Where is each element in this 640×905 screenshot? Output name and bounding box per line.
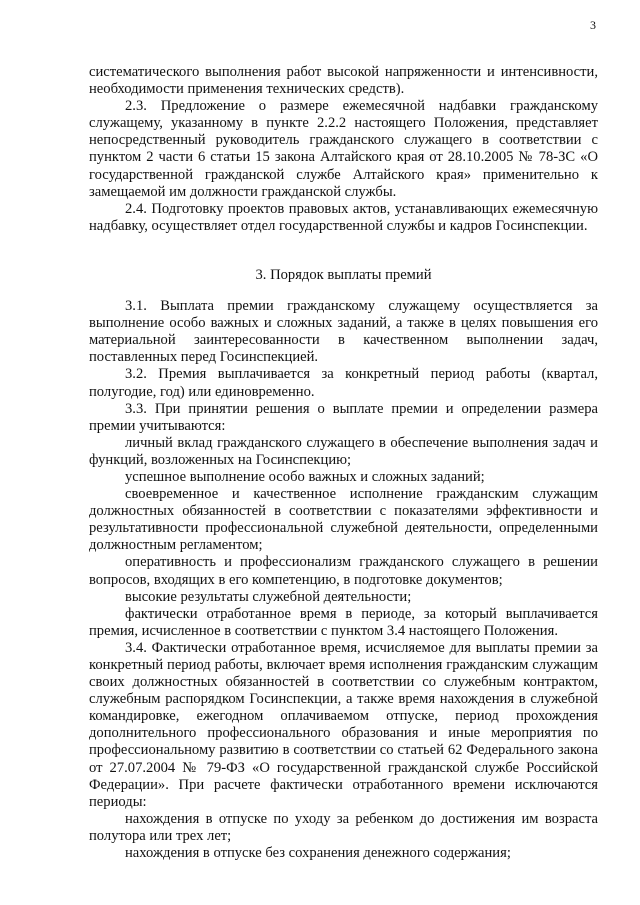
list-item: оперативность и профессионализм гражданского служащего в решении вопросов, входящих в его компетенцию, в подготовке документов;	[89, 554, 598, 588]
list-item: нахождения в отпуске по уходу за ребенком до достижения им возраста полутора или трех лет;	[89, 810, 598, 844]
paragraph: систематического выполнения работ высокой напряженности и интенсивности, необходимости применения технических средств).	[89, 64, 598, 98]
page-number: 3	[590, 18, 596, 32]
paragraph: 3.4. Фактически отработанное время, исчисляемое для выплаты премии за конкретный период работы, включает время исполнения гражданским служащим своих должностных обязанностей в соответствии со служебным контрактом, служебным распорядком Госинспекции, а также время нахождения в служебной командировке, ежегодном оплачиваемом отпуске, период прохождения дополнительного профессионального образования и иные мероприятия по профессиональному развитию в соответствии со статьей 62 Федерального закона от 27.07.2004 № 79-ФЗ «О государственной гражданской службе Российской Федерации». При расчете фактически отработанного времени исключаются периоды:	[89, 639, 598, 810]
paragraph: 3.2. Премия выплачивается за конкретный период работы (квартал, полугодие, год) или единовременно.	[89, 366, 598, 400]
section-heading: 3. Порядок выплаты премий	[255, 266, 432, 283]
paragraph: 2.4. Подготовку проектов правовых актов, устанавливающих ежемесячную надбавку, осуществляет отдел государственной службы и кадров Госинспекции.	[89, 200, 598, 234]
paragraph: 3.1. Выплата премии гражданскому служащему осуществляется за выполнение особо важных и сложных заданий, а также в целях повышения его материальной заинтересованности в качественном выполнении задач, поставленных перед Госинспекцией.	[89, 298, 598, 366]
list-item: высокие результаты служебной деятельности;	[125, 588, 412, 605]
paragraph: 2.3. Предложение о размере ежемесячной надбавки гражданскому служащему, указанному в пункте 2.2.2 настоящего Положения, представляет непосредственный руководитель гражданского служащего в соответствии с пунктом 2 части 6 статьи 15 закона Алтайского края от 28.10.2005 № 78-ЗС «О государственной гражданской службе Алтайского края» применительно к замещаемой им должности гражданской службы.	[89, 98, 598, 200]
list-item: нахождения в отпуске без сохранения денежного содержания;	[125, 845, 511, 862]
list-item: фактически отработанное время в периоде, за который выплачивается премия, исчисленное в соответствии с пунктом 3.4 настоящего Положения.	[89, 605, 598, 639]
list-item: личный вклад гражданского служащего в обеспечение выполнения задач и функций, возложенных на Госинспекцию;	[89, 434, 598, 468]
list-item: своевременное и качественное исполнение гражданским служащим должностных обязанностей в соответствии с показателями эффективности и результативности профессиональной служебной деятельности, определенными должностным регламентом;	[89, 486, 598, 554]
list-item: успешное выполнение особо важных и сложных заданий;	[125, 468, 485, 485]
paragraph: 3.3. При принятии решения о выплате премии и определении размера премии учитываются:	[89, 400, 598, 434]
document-body	[89, 64, 598, 862]
